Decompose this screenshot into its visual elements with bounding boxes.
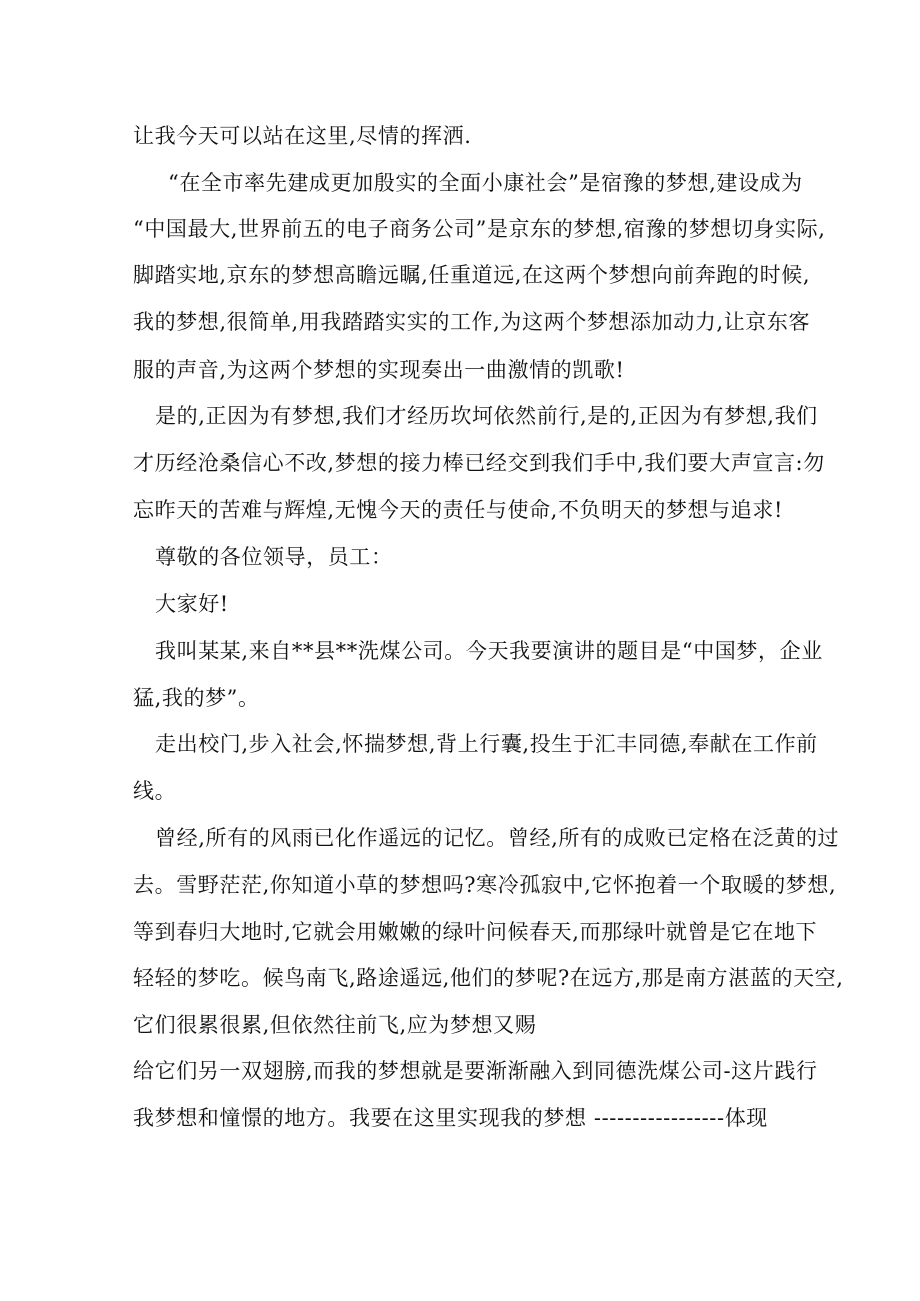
text-line: 忘昨天的苦难与辉煌,无愧今天的责任与使命,不负明天的梦想与追求! xyxy=(133,498,783,522)
text-line: 走出校门,步入社会,怀揣梦想,背上行囊,投生于汇丰同德,奉献在工作前 xyxy=(155,732,818,756)
text-line: 我梦想和憧憬的地方。我要在这里实现我的梦想 -----------------体现 xyxy=(133,1106,768,1130)
text-line: 服的声音,为这两个梦想的实现奏出一曲激情的凯歌! xyxy=(133,358,625,382)
text-line: 脚踏实地,京东的梦想高瞻远瞩,任重道远,在这两个梦想向前奔跑的时候, xyxy=(133,263,811,287)
text-line: 大家好! xyxy=(155,592,229,616)
text-line: “中国最大,世界前五的电子商务公司”是京东的梦想,宿豫的梦想切身实际, xyxy=(133,217,826,241)
text-line: 等到春归大地时,它就会用嫩嫩的绿叶问候春天,而那绿叶就曾是它在地下 xyxy=(133,920,818,944)
text-line: 我叫某某,来自**县**洗煤公司。今天我要演讲的题目是“中国梦，企业 xyxy=(155,639,823,663)
text-line: 我的梦想,很简单,用我踏踏实实的工作,为这两个梦想添加动力,让京东客 xyxy=(133,310,811,334)
text-line: 去。雪野茫茫,你知道小草的梦想吗?寒冷孤寂中,它怀抱着一个取暖的梦想, xyxy=(133,873,837,897)
text-line: 尊敬的各位领导，员工： xyxy=(155,545,393,569)
text-line: 曾经,所有的风雨已化作遥远的记忆。曾经,所有的成败已定格在泛黄的过 xyxy=(155,826,840,850)
text-line: 才历经沧桑信心不改,梦想的接力棒已经交到我们手中,我们要大声宣言:勿 xyxy=(133,451,825,475)
text-line: 轻轻的梦吃。候鸟南飞,路途遥远,他们的梦呢?在远方,那是南方湛蓝的天空, xyxy=(133,966,844,990)
text-line: “在全市率先建成更加殷实的全面小康社会”是宿豫的梦想,建设成为 xyxy=(168,171,803,195)
text-line: 让我今天可以站在这里,尽情的挥洒. xyxy=(133,124,472,148)
text-line: 线。 xyxy=(133,779,177,803)
text-line: 它们很累很累,但依然往前飞,应为梦想又赐 xyxy=(133,1013,537,1037)
text-line: 是的,正因为有梦想,我们才经历坎坷依然前行,是的,正因为有梦想,我们 xyxy=(155,404,818,428)
text-line: 猛,我的梦”。 xyxy=(133,686,260,710)
text-line: 给它们另一双翅膀,而我的梦想就是要渐渐融入到同德洗煤公司-这片践行 xyxy=(133,1059,818,1083)
